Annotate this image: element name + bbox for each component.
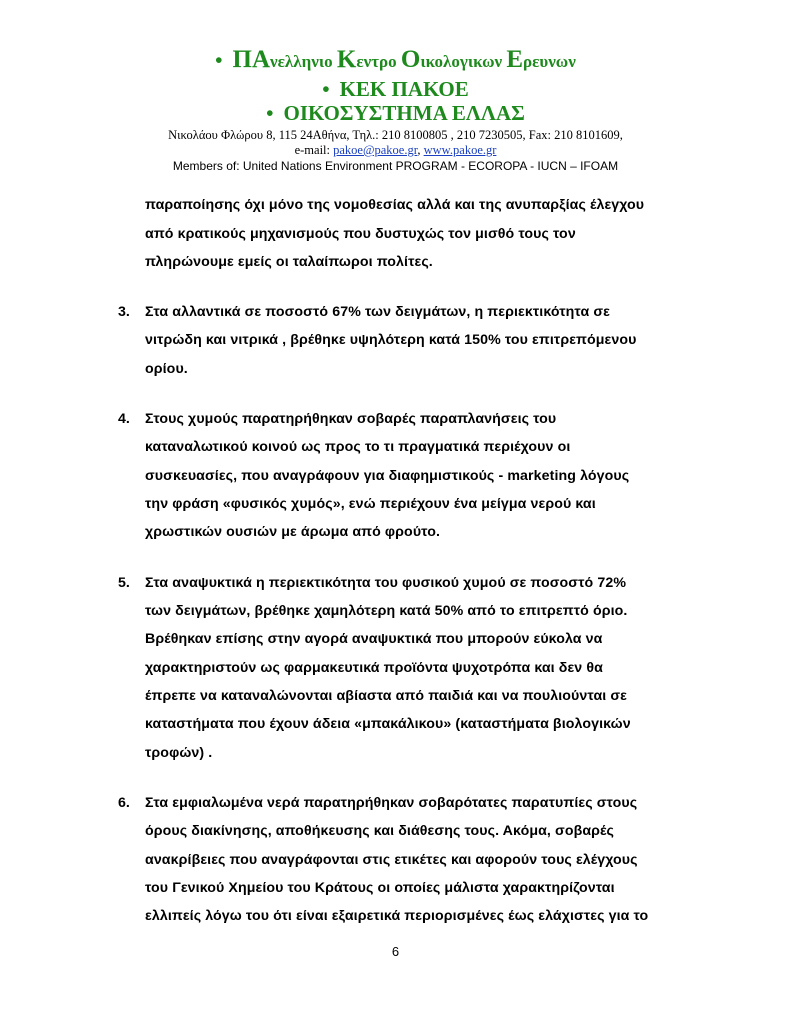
text-line: παραποίησης όχι μόνο της νομοθεσίας αλλά και της ανυπαρξίας έλεγχου bbox=[145, 197, 645, 213]
text-line: όρους διακίνησης, αποθήκευσης και διάθεσης τους. Ακόμα, σοβαρές bbox=[145, 823, 615, 839]
text-line: συσκευασίες, που αναγράφουν για διαφημιστικούς - marketing λόγους bbox=[145, 468, 630, 484]
text-line: έπρεπε να καταναλώνονται αβίαστα από παιδιά και να πουλιούνται σε bbox=[145, 688, 627, 704]
text-line: ελλιπείς λόγω του ότι είναι εξαιρετικά περιορισμένες έως ελάχιστες για το bbox=[145, 908, 649, 924]
text-line: καταναλωτικού κοινού ως προς το τι πραγματικά περιέχουν οι bbox=[145, 439, 571, 455]
text-line: από κρατικούς μηχανισμούς που δυστυχώς τον μισθό τους τον bbox=[145, 226, 576, 242]
address-line: Νικολάου Φλώρου 8, 115 24Αθήνα, Τηλ.: 210 8100805 , 210 7230505, Fax: 210 8101609, bbox=[168, 128, 623, 142]
text-line: καταστήματα που έχουν άδεια «μπακάλικου» (καταστήματα βιολογικών bbox=[145, 716, 631, 732]
org-name-line: • ΠΑνελληνιο Κεντρο Οικολογικων Ερευνων bbox=[215, 46, 576, 73]
text-line: των δειγμάτων, βρέθηκε χαμηλότερη κατά 50% από το επιτρεπτό όριο. bbox=[145, 603, 628, 619]
text-line: Στα εμφιαλωμένα νερά παρατηρήθηκαν σοβαρότατες παρατυπίες στους bbox=[145, 795, 638, 811]
text-line: Στα αναψυκτικά η περιεκτικότητα του φυσικού χυμού σε ποσοστό 72% bbox=[145, 575, 627, 591]
kek-pakoe-line: • ΚΕΚ ΠΑΚΟΕ bbox=[322, 77, 469, 101]
page-number: 6 bbox=[391, 944, 400, 959]
oikosystima-line: • ΟΙΚΟΣΥΣΤΗΜΑ ΕΛΛΑΣ bbox=[266, 101, 525, 125]
text-line: τροφών) . bbox=[145, 745, 213, 761]
list-number: 4. bbox=[118, 411, 130, 427]
website-link[interactable]: www.pakoe.gr bbox=[423, 143, 497, 157]
list-number: 5. bbox=[118, 575, 130, 591]
text-line: ορίου. bbox=[145, 361, 188, 377]
list-number: 6. bbox=[118, 795, 130, 811]
text-line: πληρώνουμε εμείς οι ταλαίπωροι πολίτες. bbox=[145, 254, 433, 270]
bullet-icon: • bbox=[266, 101, 274, 125]
text-line: χρωστικών ουσιών με άρωμα από φρούτο. bbox=[145, 524, 441, 540]
text-line: Στα αλλαντικά σε ποσοστό 67% των δειγμάτων, η περιεκτικότητα σε bbox=[145, 304, 610, 320]
text-line: ανακρίβειες που αναγράφονται στις ετικέτες και αφορούν τους ελέγχους bbox=[145, 852, 638, 868]
text-line: Βρέθηκαν επίσης στην αγορά αναψυκτικά που μπορούν εύκολα να bbox=[145, 631, 603, 647]
members-line: Members of: United Nations Environment PROGRAM - ECOROPA - IUCN – IFOAM bbox=[172, 159, 619, 173]
email-link[interactable]: pakoe@pakoe.gr bbox=[333, 143, 418, 157]
text-line: την φράση «φυσικός χυμός», ενώ περιέχουν ένα μείγμα νερού και bbox=[145, 496, 596, 512]
text-line: Στους χυμούς παρατηρήθηκαν σοβαρές παραπλανήσεις του bbox=[145, 411, 557, 427]
text-line: χαρακτηριστούν ως φαρμακευτικά προϊόντα ψυχοτρόπα και δεν θα bbox=[145, 660, 603, 676]
bullet-icon: • bbox=[322, 77, 330, 101]
contact-line: e-mail: pakoe@pakoe.gr, www.pakoe.gr bbox=[294, 143, 497, 157]
list-number: 3. bbox=[118, 304, 130, 320]
bullet-icon: • bbox=[215, 48, 223, 72]
text-line: του Γενικού Χημείου του Κράτους οι οποίες μάλιστα χαρακτηρίζονται bbox=[145, 880, 615, 896]
text-line: νιτρώδη και νιτρικά , βρέθηκε υψηλότερη κατά 150% του επιτρεπόμενου bbox=[145, 332, 637, 348]
